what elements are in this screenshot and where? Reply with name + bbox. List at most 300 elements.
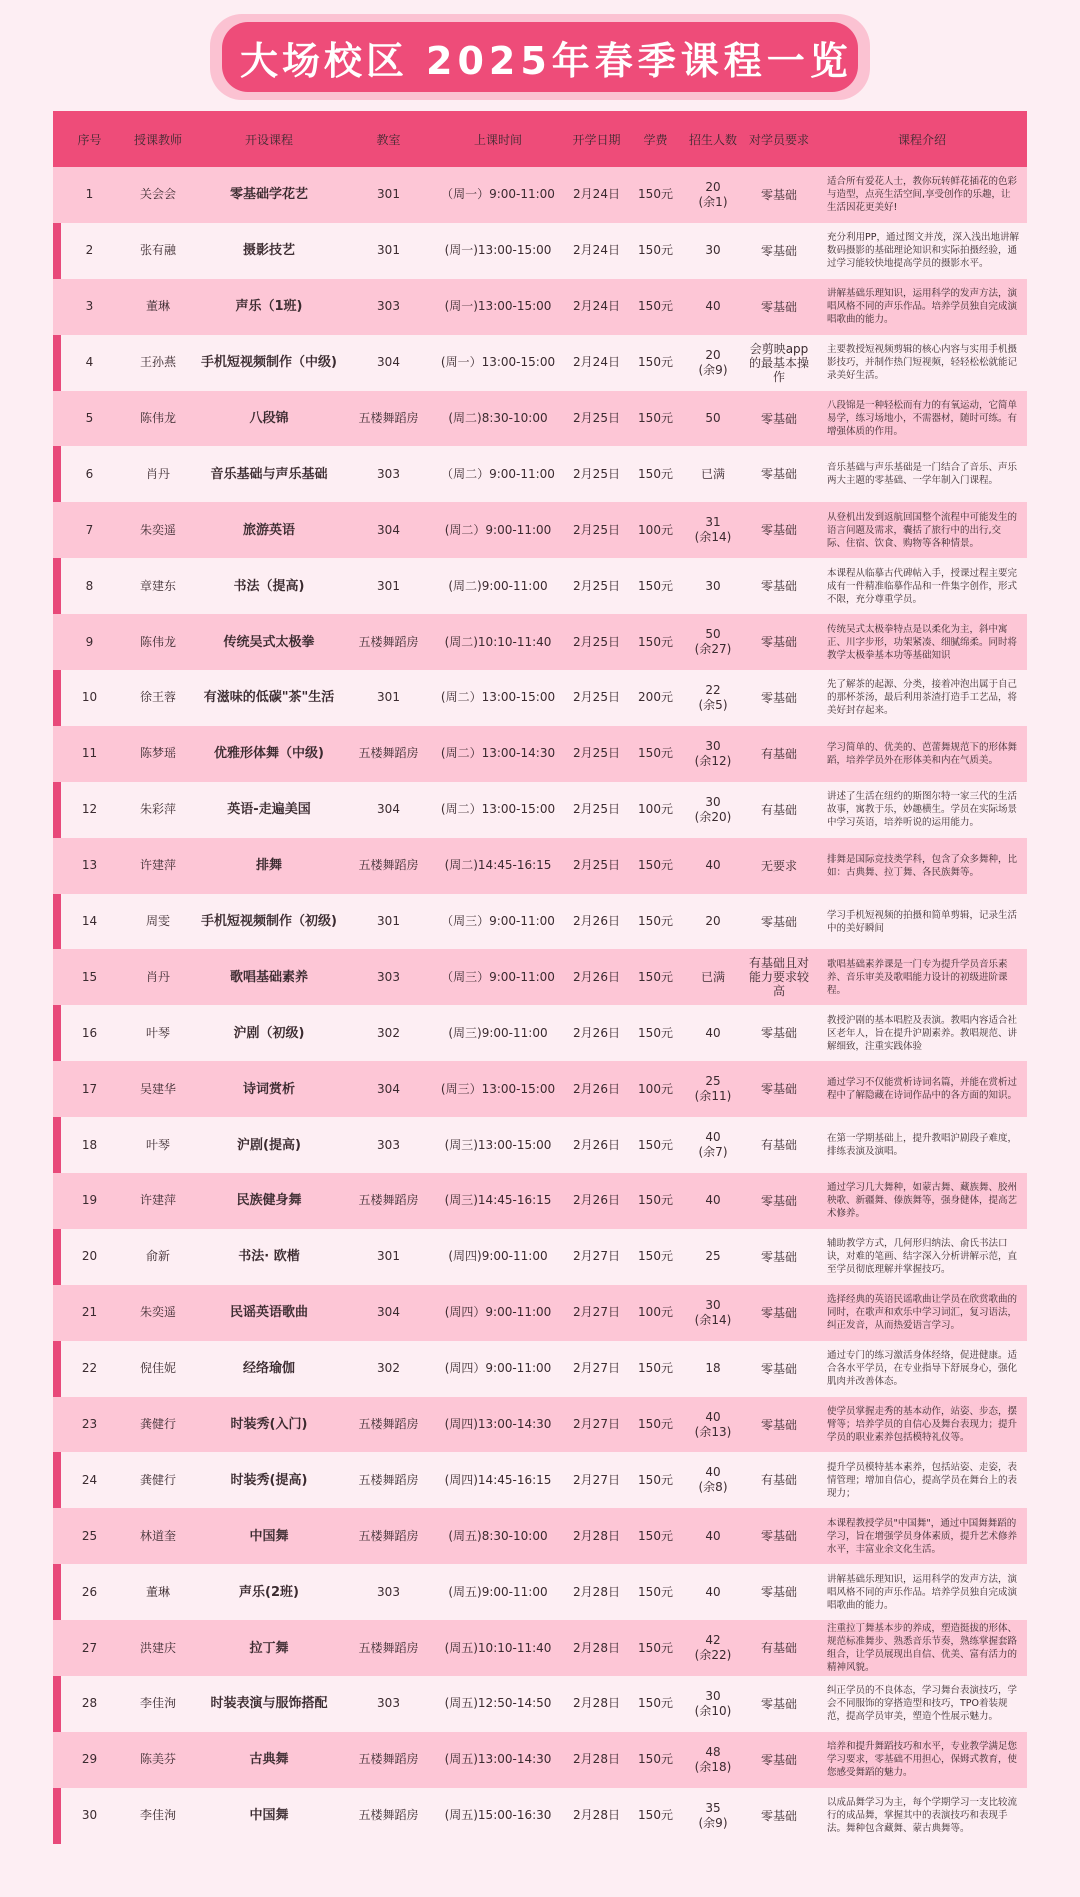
cell-room: 301: [348, 167, 429, 223]
cell-fee: 150元: [626, 446, 685, 502]
cell-intro: 排舞是国际竞技类学科，包含了众多舞种，比如：古典舞、拉丁舞、各民族舞等。: [817, 838, 1027, 894]
cell-time: (周三)14:45-16:15: [429, 1173, 567, 1229]
cell-no: 7: [53, 502, 126, 558]
cell-time: （周一）9:00-11:00: [429, 167, 567, 223]
campus-name: 大场校区: [240, 38, 409, 83]
cell-time: (周四）9:00-11:00: [429, 1285, 567, 1341]
cell-course: 歌唱基础素养: [190, 949, 348, 1005]
cell-start-date: 2月25日: [567, 726, 626, 782]
cell-intro: 八段锦是一种轻松而有力的有氧运动，它简单易学，练习场地小，不需器材，随时可练。有增强体质的作用。: [817, 391, 1027, 447]
cell-room: 304: [348, 502, 429, 558]
cell-course: 时装表演与服饰搭配: [190, 1676, 348, 1732]
cell-room: 303: [348, 1564, 429, 1620]
cell-room: 303: [348, 446, 429, 502]
header-intro: 课程介绍: [817, 111, 1027, 167]
cell-start-date: 2月28日: [567, 1788, 626, 1844]
cell-room: 304: [348, 1061, 429, 1117]
cell-time: (周三)9:00-11:00: [429, 1005, 567, 1061]
cell-enrollment: 25: [685, 1229, 741, 1285]
cell-enrollment: 30 (余20): [685, 782, 741, 838]
cell-time: (周五)12:50-14:50: [429, 1676, 567, 1732]
cell-start-date: 2月25日: [567, 782, 626, 838]
cell-no: 5: [53, 391, 126, 447]
cell-start-date: 2月24日: [567, 279, 626, 335]
cell-no: 21: [53, 1285, 126, 1341]
cell-start-date: 2月25日: [567, 670, 626, 726]
cell-enrollment: 48 (余18): [685, 1732, 741, 1788]
cell-no: 28: [53, 1676, 126, 1732]
cell-start-date: 2月24日: [567, 223, 626, 279]
cell-enrollment: 40: [685, 279, 741, 335]
cell-enrollment: 50 (余27): [685, 614, 741, 670]
cell-teacher: 徐王蓉: [126, 670, 190, 726]
cell-requirement: 有基础且对能力要求较高: [741, 949, 817, 1005]
cell-teacher: 肖丹: [126, 446, 190, 502]
cell-requirement: 有基础: [741, 1117, 817, 1173]
table-row: [53, 1397, 1027, 1453]
cell-intro: 通过学习几大舞种，如蒙古舞、藏族舞、胶州秧歌、新疆舞、傣族舞等，强身健体，提高艺术修养。: [817, 1173, 1027, 1229]
cell-room: 304: [348, 335, 429, 391]
cell-teacher: 陈伟龙: [126, 614, 190, 670]
cell-intro: 适合所有爱花人士，教你玩转鲜花插花的色彩与造型，点亮生活空间,享受创作的乐趣，让生活因花更美好!: [817, 167, 1027, 223]
cell-fee: 150元: [626, 1452, 685, 1508]
cell-start-date: 2月26日: [567, 1061, 626, 1117]
cell-no: 20: [53, 1229, 126, 1285]
table-row: [53, 894, 1027, 950]
cell-teacher: 洪建庆: [126, 1620, 190, 1676]
cell-intro: 教授沪剧的基本唱腔及表演。教唱内容适合社区老年人，旨在提升沪剧素养。教唱规范、讲解细致，注重实践体验: [817, 1005, 1027, 1061]
cell-room: 五楼舞蹈房: [348, 1173, 429, 1229]
cell-enrollment: 22 (余5): [685, 670, 741, 726]
cell-no: 19: [53, 1173, 126, 1229]
course-table: [53, 111, 1027, 1844]
cell-requirement: 零基础: [741, 1397, 817, 1453]
cell-course: 古典舞: [190, 1732, 348, 1788]
cell-fee: 150元: [626, 335, 685, 391]
cell-room: 304: [348, 1285, 429, 1341]
cell-time: （周三）9:00-11:00: [429, 949, 567, 1005]
cell-requirement: 会剪映app的最基本操作: [741, 335, 817, 391]
cell-requirement: 零基础: [741, 391, 817, 447]
cell-course: 有滋味的低碳"茶"生活: [190, 670, 348, 726]
cell-no: 12: [53, 782, 126, 838]
cell-fee: 150元: [626, 223, 685, 279]
cell-room: 301: [348, 894, 429, 950]
cell-intro: 音乐基础与声乐基础是一门结合了音乐、声乐两大主题的零基础、一学年制入门课程。: [817, 446, 1027, 502]
cell-no: 1: [53, 167, 126, 223]
cell-room: 301: [348, 670, 429, 726]
cell-course: 中国舞: [190, 1508, 348, 1564]
cell-no: 30: [53, 1788, 126, 1844]
cell-room: 302: [348, 1005, 429, 1061]
table-row: [53, 1508, 1027, 1564]
cell-requirement: 零基础: [741, 446, 817, 502]
cell-course: 诗词赏析: [190, 1061, 348, 1117]
cell-start-date: 2月28日: [567, 1564, 626, 1620]
header-course: 开设课程: [190, 111, 348, 167]
cell-enrollment: 40: [685, 838, 741, 894]
table-row: [53, 1564, 1027, 1620]
cell-teacher: 关会会: [126, 167, 190, 223]
cell-enrollment: 30: [685, 558, 741, 614]
table-row: [53, 726, 1027, 782]
cell-intro: 讲解基础乐理知识，运用科学的发声方法，演唱风格不同的声乐作品。培养学员独自完成演唱歌曲的能力。: [817, 279, 1027, 335]
cell-fee: 150元: [626, 391, 685, 447]
page-title: [222, 22, 858, 92]
cell-teacher: 俞新: [126, 1229, 190, 1285]
cell-teacher: 王孙燕: [126, 335, 190, 391]
cell-fee: 150元: [626, 894, 685, 950]
cell-enrollment: 30: [685, 223, 741, 279]
cell-requirement: 零基础: [741, 1285, 817, 1341]
cell-start-date: 2月25日: [567, 502, 626, 558]
cell-no: 24: [53, 1452, 126, 1508]
cell-time: (周二)9:00-11:00: [429, 558, 567, 614]
cell-time: (周四）9:00-11:00: [429, 1341, 567, 1397]
cell-time: (周二）13:00-15:00: [429, 782, 567, 838]
cell-start-date: 2月25日: [567, 558, 626, 614]
cell-teacher: 吴建华: [126, 1061, 190, 1117]
cell-time: (周一）13:00-15:00: [429, 335, 567, 391]
cell-teacher: 龚健行: [126, 1397, 190, 1453]
cell-intro: 充分利用PP，通过图文并茂，深入浅出地讲解数码摄影的基础理论知识和实际拍摄经验，通过学习能较快地提高学员的摄影水平。: [817, 223, 1027, 279]
cell-requirement: 零基础: [741, 1732, 817, 1788]
table-row: [53, 1005, 1027, 1061]
cell-course: 声乐(2班): [190, 1564, 348, 1620]
cell-enrollment: 已满: [685, 446, 741, 502]
cell-teacher: 李佳洵: [126, 1676, 190, 1732]
cell-room: 五楼舞蹈房: [348, 391, 429, 447]
cell-course: 摄影技艺: [190, 223, 348, 279]
cell-room: 304: [348, 782, 429, 838]
cell-room: 五楼舞蹈房: [348, 1397, 429, 1453]
cell-no: 10: [53, 670, 126, 726]
cell-fee: 200元: [626, 670, 685, 726]
cell-room: 303: [348, 279, 429, 335]
cell-intro: 通过专门的练习激活身体经络，促进健康。适合各水平学员，在专业指导下舒展身心，强化肌肉并改善体态。: [817, 1341, 1027, 1397]
cell-enrollment: 35 (余9): [685, 1788, 741, 1844]
cell-intro: 讲解基础乐理知识，运用科学的发声方法，演唱风格不同的声乐作品。培养学员独自完成演唱歌曲的能力。: [817, 1564, 1027, 1620]
cell-time: （周二）9:00-11:00: [429, 446, 567, 502]
cell-no: 17: [53, 1061, 126, 1117]
cell-course: 民谣英语歌曲: [190, 1285, 348, 1341]
cell-fee: 150元: [626, 838, 685, 894]
cell-fee: 100元: [626, 1285, 685, 1341]
cell-no: 23: [53, 1397, 126, 1453]
cell-teacher: 朱奕遥: [126, 502, 190, 558]
cell-fee: 150元: [626, 1676, 685, 1732]
cell-requirement: 零基础: [741, 1061, 817, 1117]
cell-room: 五楼舞蹈房: [348, 1732, 429, 1788]
cell-requirement: 零基础: [741, 1341, 817, 1397]
cell-teacher: 陈梦瑶: [126, 726, 190, 782]
cell-no: 25: [53, 1508, 126, 1564]
cell-requirement: 零基础: [741, 558, 817, 614]
cell-room: 301: [348, 223, 429, 279]
cell-fee: 150元: [626, 726, 685, 782]
cell-teacher: 龚健行: [126, 1452, 190, 1508]
cell-time: (周二)14:45-16:15: [429, 838, 567, 894]
cell-room: 303: [348, 1676, 429, 1732]
cell-enrollment: 25 (余11): [685, 1061, 741, 1117]
cell-start-date: 2月28日: [567, 1732, 626, 1788]
table-row: [53, 782, 1027, 838]
cell-time: (周四)9:00-11:00: [429, 1229, 567, 1285]
cell-no: 22: [53, 1341, 126, 1397]
cell-start-date: 2月24日: [567, 335, 626, 391]
cell-intro: 主要教授短视频剪辑的核心内容与实用手机摄影技巧，并制作热门短视频，轻轻松松就能记录美好生活。: [817, 335, 1027, 391]
cell-teacher: 朱彩萍: [126, 782, 190, 838]
cell-fee: 100元: [626, 782, 685, 838]
table-row: [53, 949, 1027, 1005]
cell-room: 五楼舞蹈房: [348, 726, 429, 782]
cell-no: 27: [53, 1620, 126, 1676]
header-enrollment: 招生人数: [685, 111, 741, 167]
cell-time: (周二）9:00-11:00: [429, 502, 567, 558]
cell-intro: 辅助教学方式，几何形归纳法、俞氏书法口诀，对难的笔画、结字深入分析讲解示范，直至学员彻底理解并掌握技巧。: [817, 1229, 1027, 1285]
cell-teacher: 叶琴: [126, 1005, 190, 1061]
cell-time: (周二)8:30-10:00: [429, 391, 567, 447]
cell-requirement: 零基础: [741, 1676, 817, 1732]
table-row: [53, 1173, 1027, 1229]
cell-room: 303: [348, 1117, 429, 1173]
cell-no: 29: [53, 1732, 126, 1788]
cell-intro: 选择经典的英语民谣歌曲让学员在欣赏歌曲的同时，在歌声和欢乐中学习词汇，复习语法，纠正发音，从而热爱语言学习。: [817, 1285, 1027, 1341]
cell-course: 沪剧(提高): [190, 1117, 348, 1173]
table-row: [53, 223, 1027, 279]
cell-intro: 注重拉丁舞基本步的养成，塑造挺拔的形体、规范标准舞步、熟悉音乐节奏，熟练掌握套路组合，让学员展现出自信、优美、富有活力的精神风貌。: [817, 1620, 1027, 1676]
cell-teacher: 李佳洵: [126, 1788, 190, 1844]
cell-enrollment: 40 (余8): [685, 1452, 741, 1508]
cell-room: 五楼舞蹈房: [348, 1788, 429, 1844]
cell-no: 18: [53, 1117, 126, 1173]
table-row: [53, 1229, 1027, 1285]
cell-time: (周二）13:00-14:30: [429, 726, 567, 782]
table-row: [53, 838, 1027, 894]
cell-time: （周三）9:00-11:00: [429, 894, 567, 950]
cell-enrollment: 40: [685, 1173, 741, 1229]
cell-start-date: 2月26日: [567, 1117, 626, 1173]
cell-course: 拉丁舞: [190, 1620, 348, 1676]
cell-enrollment: 40: [685, 1564, 741, 1620]
cell-course: 沪剧（初级): [190, 1005, 348, 1061]
cell-course: 时装秀(入门): [190, 1397, 348, 1453]
cell-time: (周三）13:00-15:00: [429, 1061, 567, 1117]
cell-enrollment: 18: [685, 1341, 741, 1397]
cell-start-date: 2月28日: [567, 1676, 626, 1732]
table-row: [53, 670, 1027, 726]
cell-enrollment: 已满: [685, 949, 741, 1005]
cell-requirement: 有基础: [741, 1620, 817, 1676]
season-title: 2025年春季课程一览: [426, 38, 853, 83]
header-requirement: 对学员要求: [741, 111, 817, 167]
cell-course: 传统吴式太极拳: [190, 614, 348, 670]
cell-requirement: 零基础: [741, 1788, 817, 1844]
cell-intro: 通过学习不仅能赏析诗词名篇，并能在赏析过程中了解隐藏在诗词作品中的各方面的知识。: [817, 1061, 1027, 1117]
cell-requirement: 零基础: [741, 1005, 817, 1061]
cell-enrollment: 40: [685, 1005, 741, 1061]
cell-requirement: 零基础: [741, 1564, 817, 1620]
header-start-date: 开学日期: [567, 111, 626, 167]
cell-no: 13: [53, 838, 126, 894]
table-row: [53, 1061, 1027, 1117]
cell-no: 6: [53, 446, 126, 502]
cell-course: 排舞: [190, 838, 348, 894]
cell-fee: 150元: [626, 167, 685, 223]
header-teacher: 授课教师: [126, 111, 190, 167]
table-row: [53, 1788, 1027, 1844]
cell-intro: 纠正学员的不良体态，学习舞台表演技巧，学会不同服饰的穿搭造型和技巧，TPO着装规范，提高学员审美，塑造个性展示魅力。: [817, 1676, 1027, 1732]
cell-intro: 使学员掌握走秀的基本动作，站姿、步态，摆臂等；培养学员的自信心及舞台表现力；提升学员的职业素养包括模特礼仪等。: [817, 1397, 1027, 1453]
cell-requirement: 有基础: [741, 782, 817, 838]
cell-fee: 150元: [626, 1117, 685, 1173]
cell-fee: 150元: [626, 1005, 685, 1061]
cell-no: 26: [53, 1564, 126, 1620]
cell-requirement: 有基础: [741, 726, 817, 782]
header-no: 序号: [53, 111, 126, 167]
cell-teacher: 陈美芬: [126, 1732, 190, 1788]
cell-course: 旅游英语: [190, 502, 348, 558]
cell-teacher: 张有融: [126, 223, 190, 279]
cell-intro: 以成品舞学习为主，每个学期学习一支比较流行的成品舞，掌握其中的表演技巧和表现手法。舞种包含藏舞、蒙古典舞等。: [817, 1788, 1027, 1844]
table-row: [53, 1341, 1027, 1397]
cell-intro: 从登机出发到返航回国整个流程中可能发生的语言问题及需求，囊括了旅行中的出行,交际、住宿、饮食、购物等各种情景。: [817, 502, 1027, 558]
cell-enrollment: 30 (余14): [685, 1285, 741, 1341]
cell-requirement: 零基础: [741, 279, 817, 335]
cell-start-date: 2月26日: [567, 949, 626, 1005]
cell-requirement: 零基础: [741, 1508, 817, 1564]
table-row: [53, 167, 1027, 223]
cell-fee: 100元: [626, 1061, 685, 1117]
cell-start-date: 2月25日: [567, 838, 626, 894]
table-row: [53, 558, 1027, 614]
cell-enrollment: 20 (余1): [685, 167, 741, 223]
cell-requirement: 零基础: [741, 167, 817, 223]
cell-teacher: 朱奕遥: [126, 1285, 190, 1341]
cell-start-date: 2月25日: [567, 446, 626, 502]
cell-intro: 本课程从临摹古代碑帖入手，授课过程主要完成有一件精准临摹作品和一件集字创作，形式不限，充分尊重学员。: [817, 558, 1027, 614]
cell-fee: 150元: [626, 1732, 685, 1788]
cell-no: 4: [53, 335, 126, 391]
cell-start-date: 2月24日: [567, 167, 626, 223]
cell-time: (周五)15:00-16:30: [429, 1788, 567, 1844]
cell-start-date: 2月26日: [567, 1005, 626, 1061]
cell-intro: 本课程教授学员"中国舞"，通过中国舞舞蹈的学习，旨在增强学员身体素质，提升艺术修养水平，丰富业余文化生活。: [817, 1508, 1027, 1564]
cell-start-date: 2月27日: [567, 1341, 626, 1397]
header-fee: 学费: [626, 111, 685, 167]
cell-teacher: 章建东: [126, 558, 190, 614]
cell-requirement: 有基础: [741, 1452, 817, 1508]
cell-time: (周二)10:10-11:40: [429, 614, 567, 670]
cell-enrollment: 42 (余22): [685, 1620, 741, 1676]
cell-course: 手机短视频制作（初级): [190, 894, 348, 950]
table-row: [53, 1732, 1027, 1788]
cell-room: 五楼舞蹈房: [348, 1452, 429, 1508]
cell-course: 音乐基础与声乐基础: [190, 446, 348, 502]
cell-course: 书法（提高): [190, 558, 348, 614]
cell-course: 英语-走遍美国: [190, 782, 348, 838]
cell-no: 16: [53, 1005, 126, 1061]
table-row: [53, 614, 1027, 670]
cell-intro: 讲述了生活在纽约的斯图尔特一家三代的生活故事，寓教于乐，妙趣横生。学员在实际场景中学习英语，培养听说的运用能力。: [817, 782, 1027, 838]
cell-room: 302: [348, 1341, 429, 1397]
cell-course: 手机短视频制作（中级): [190, 335, 348, 391]
cell-intro: 培养和提升舞蹈技巧和水平，专业教学满足您学习要求，零基础不用担心，保姆式教育，使您感受舞蹈的魅力。: [817, 1732, 1027, 1788]
cell-no: 8: [53, 558, 126, 614]
cell-enrollment: 50: [685, 391, 741, 447]
cell-no: 2: [53, 223, 126, 279]
cell-teacher: 林道奎: [126, 1508, 190, 1564]
cell-requirement: 零基础: [741, 614, 817, 670]
table-row: [53, 446, 1027, 502]
cell-enrollment: 30 (余10): [685, 1676, 741, 1732]
cell-intro: 传统吴式太极拳特点是以柔化为主，斜中寓正、川字步形，功架紧凑、细腻绵柔。同时将教学太极拳基本功等基础知识: [817, 614, 1027, 670]
cell-start-date: 2月27日: [567, 1229, 626, 1285]
cell-teacher: 许建萍: [126, 1173, 190, 1229]
cell-requirement: 零基础: [741, 1229, 817, 1285]
table-row: [53, 335, 1027, 391]
cell-time: (周一)13:00-15:00: [429, 223, 567, 279]
table-row: [53, 502, 1027, 558]
table-row: [53, 1117, 1027, 1173]
cell-requirement: 无要求: [741, 838, 817, 894]
cell-no: 9: [53, 614, 126, 670]
cell-fee: 150元: [626, 614, 685, 670]
cell-fee: 150元: [626, 1620, 685, 1676]
cell-start-date: 2月25日: [567, 614, 626, 670]
cell-requirement: 零基础: [741, 1173, 817, 1229]
cell-room: 五楼舞蹈房: [348, 1508, 429, 1564]
cell-course: 零基础学花艺: [190, 167, 348, 223]
cell-fee: 150元: [626, 1229, 685, 1285]
cell-intro: 在第一学期基础上，提升教唱沪剧段子难度，排练表演及演唱。: [817, 1117, 1027, 1173]
cell-course: 优雅形体舞（中级): [190, 726, 348, 782]
cell-intro: 先了解茶的起源、分类，接着冲泡出属于自己的那杯茶汤，最后利用茶渣打造手工艺品，将美好封存起来。: [817, 670, 1027, 726]
cell-start-date: 2月28日: [567, 1620, 626, 1676]
table-row: [53, 1285, 1027, 1341]
cell-time: (周三)13:00-15:00: [429, 1117, 567, 1173]
cell-start-date: 2月25日: [567, 391, 626, 447]
cell-fee: 150元: [626, 1173, 685, 1229]
cell-enrollment: 31 (余14): [685, 502, 741, 558]
cell-intro: 歌唱基础素养课是一门专为提升学员音乐素养、音乐审美及歌唱能力设计的初级进阶课程。: [817, 949, 1027, 1005]
table-row: [53, 1676, 1027, 1732]
cell-fee: 150元: [626, 279, 685, 335]
cell-teacher: 周雯: [126, 894, 190, 950]
cell-time: (周五)13:00-14:30: [429, 1732, 567, 1788]
cell-no: 14: [53, 894, 126, 950]
cell-start-date: 2月28日: [567, 1508, 626, 1564]
cell-course: 时装秀(提高): [190, 1452, 348, 1508]
cell-room: 五楼舞蹈房: [348, 614, 429, 670]
cell-course: 声乐（1班): [190, 279, 348, 335]
course-table-container: [53, 111, 1027, 1844]
cell-start-date: 2月27日: [567, 1285, 626, 1341]
cell-course: 中国舞: [190, 1788, 348, 1844]
cell-enrollment: 40 (余13): [685, 1397, 741, 1453]
cell-enrollment: 20: [685, 894, 741, 950]
cell-start-date: 2月27日: [567, 1452, 626, 1508]
cell-intro: 提升学员模特基本素养，包括站姿、走姿，表情管理；增加自信心，提高学员在舞台上的表现力；: [817, 1452, 1027, 1508]
cell-fee: 150元: [626, 949, 685, 1005]
cell-room: 五楼舞蹈房: [348, 838, 429, 894]
table-row: [53, 279, 1027, 335]
cell-start-date: 2月26日: [567, 894, 626, 950]
cell-teacher: 肖丹: [126, 949, 190, 1005]
cell-teacher: 董琳: [126, 1564, 190, 1620]
cell-no: 15: [53, 949, 126, 1005]
cell-time: (周一)13:00-15:00: [429, 279, 567, 335]
